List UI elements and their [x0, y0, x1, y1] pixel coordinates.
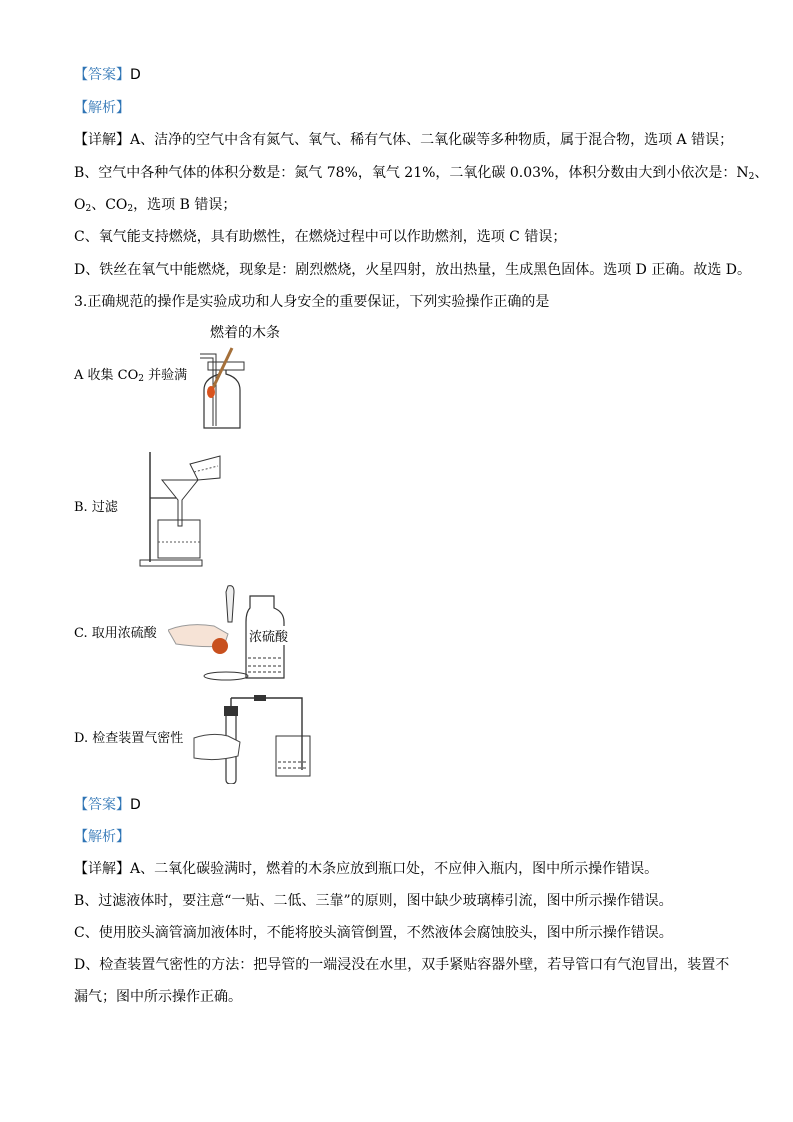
detail2-line-d2: 漏气；图中所示操作正确。 — [74, 989, 242, 1005]
option-a-label: A 收集 $CO_2$ 并验满 — [74, 368, 188, 384]
detail-line-c: C、氧气能支持燃烧，具有助燃性，在燃烧过程中可以作助燃剂，选项 C 错误； — [74, 229, 567, 245]
option-d-figure — [192, 692, 322, 784]
bottle-label: 浓硫酸 — [248, 626, 289, 645]
detail-line-a: 【详解】A、洁净的空气中含有氮气、氧气、稀有气体、二氧化碳等多种物质，属于混合物，选项 A 错误； — [74, 132, 734, 148]
detail-line-b2: $O_2$、$CO_2$，选项 B 错误； — [74, 197, 237, 214]
airtightness-figure — [192, 692, 322, 784]
detail-line-d: D、铁丝在氧气中能燃烧，现象是：剧烈燃烧，火星四射，放出热量，生成黑色固体。选项 D 正确。故选 D。 — [74, 262, 752, 278]
option-b-label: B. 过滤 — [74, 500, 118, 515]
answer-line-2 — [74, 796, 734, 814]
answer-tag: 【答案】 — [74, 67, 130, 83]
question-3-stem: 3.正确规范的操作是实验成功和人身安全的重要保证，下列实验操作正确的是 — [74, 294, 550, 310]
burning-stick-caption: 燃着的木条 — [210, 325, 280, 341]
option-a-figure — [200, 322, 290, 432]
detail2-line-c: C、使用胶头滴管滴加液体时，不能将胶头滴管倒置，不然液体会腐蚀胶头，图中所示操作错误。 — [74, 925, 673, 941]
filtration-figure — [136, 442, 236, 570]
option-d-label: D. 检查装置气密性 — [74, 731, 184, 746]
answer-tag-2: 【答案】 — [74, 797, 130, 813]
option-c-figure — [168, 582, 292, 682]
detail2-line-a: 【详解】A、二氧化碳验满时，燃着的木条应放到瓶口处，不应伸入瓶内，图中所示操作错误。 — [74, 861, 659, 877]
option-b-figure — [136, 442, 236, 570]
analysis-tag-2: 【解析】 — [74, 829, 130, 845]
answer-value-2: D — [130, 797, 141, 813]
detail2-line-b: B、过滤液体时，要注意“一贴、二低、三靠”的原则，图中缺少玻璃棒引流，图中所示操作错误。 — [74, 893, 673, 909]
detail2-line-d1: D、检查装置气密性的方法：把导管的一端浸没在水里，双手紧贴容器外壁，若导管口有气泡冒出，装置不 — [74, 957, 730, 973]
gas-bottle-figure — [200, 322, 290, 432]
detail-line-b: B、空气中各种气体的体积分数是：氮气 78%，氧气 21%，二氧化碳 0.03%，体积分数由大到小依次是：$N_2$、 — [74, 165, 769, 182]
answer-value: D — [130, 67, 141, 83]
analysis-line-2 — [74, 828, 734, 846]
analysis-line-1 — [74, 99, 734, 117]
analysis-tag: 【解析】 — [74, 100, 130, 116]
option-c-label: C. 取用浓硫酸 — [74, 626, 157, 641]
answer-line-1 — [74, 66, 734, 84]
